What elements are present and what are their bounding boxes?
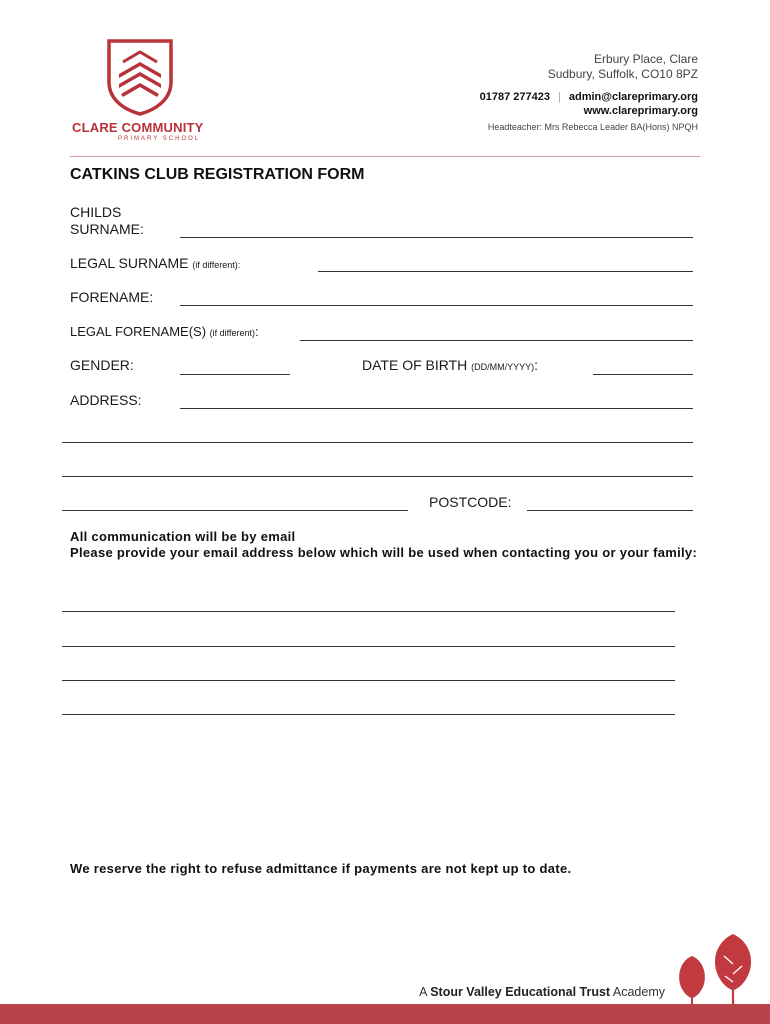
email-instructions	[70, 529, 710, 561]
school-crest-logo	[105, 38, 175, 116]
address-line-1: Erbury Place, Clare	[593, 52, 698, 66]
form-title: CATKINS CLUB REGISTRATION FORM	[70, 166, 365, 183]
headteacher: Headteacher: Mrs Rebecca Leader BA(Hons) NPQH	[487, 122, 698, 132]
gender-label: GENDER:	[70, 357, 134, 373]
gender-field[interactable]	[180, 374, 290, 375]
payment-disclaimer: We reserve the right to refuse admittance if payments are not kept up to date.	[70, 861, 572, 876]
address-field-2[interactable]	[62, 442, 693, 443]
dob-label: DATE OF BIRTH (DD/MM/YYYY):	[362, 357, 539, 373]
email-field-4[interactable]	[62, 714, 675, 715]
trust-trees-logo	[672, 930, 762, 1010]
email-instructions-line-2: Please provide your email address below which will be used when contacting you or your family:	[70, 545, 698, 560]
contact-separator: |	[558, 91, 561, 103]
header-divider	[70, 156, 700, 157]
postcode-label: POSTCODE:	[429, 494, 512, 510]
address-field-1[interactable]	[180, 408, 693, 409]
website-link[interactable]: www.clareprimary.org	[583, 105, 698, 117]
school-subtitle: PRIMARY SCHOOL	[118, 136, 201, 142]
address-field-4[interactable]	[62, 510, 408, 511]
school-name: CLARE COMMUNITY	[72, 120, 204, 135]
address-line-2: Sudbury, Suffolk, CO10 8PZ	[547, 67, 698, 81]
email-address[interactable]: admin@clareprimary.org	[568, 91, 698, 103]
forename-field[interactable]	[180, 305, 693, 306]
legal-forenames-label: LEGAL FORENAME(S) (if different):	[70, 324, 259, 339]
email-field-2[interactable]	[62, 646, 675, 647]
email-instructions-line-1: All communication will be by email	[70, 529, 296, 544]
childs-surname-label-1: CHILDS	[70, 204, 122, 220]
address-field-3[interactable]	[62, 476, 693, 477]
phone-number: 01787 277423	[479, 91, 551, 103]
forename-label: FORENAME:	[70, 289, 154, 305]
trust-label: A Stour Valley Educational Trust Academy	[419, 985, 665, 999]
footer-bar	[0, 1004, 770, 1024]
contact-line	[480, 91, 698, 103]
postcode-field[interactable]	[527, 510, 693, 511]
trust-name: Stour Valley Educational Trust	[430, 985, 611, 999]
legal-surname-field[interactable]	[318, 271, 693, 272]
legal-forenames-field[interactable]	[300, 340, 693, 341]
childs-surname-field[interactable]	[180, 237, 693, 238]
email-field-3[interactable]	[62, 680, 675, 681]
email-field-1[interactable]	[62, 611, 675, 612]
dob-field[interactable]	[593, 374, 693, 375]
childs-surname-label-2: SURNAME:	[70, 221, 144, 237]
legal-surname-label: LEGAL SURNAME (if different):	[70, 255, 241, 271]
address-label: ADDRESS:	[70, 392, 142, 408]
